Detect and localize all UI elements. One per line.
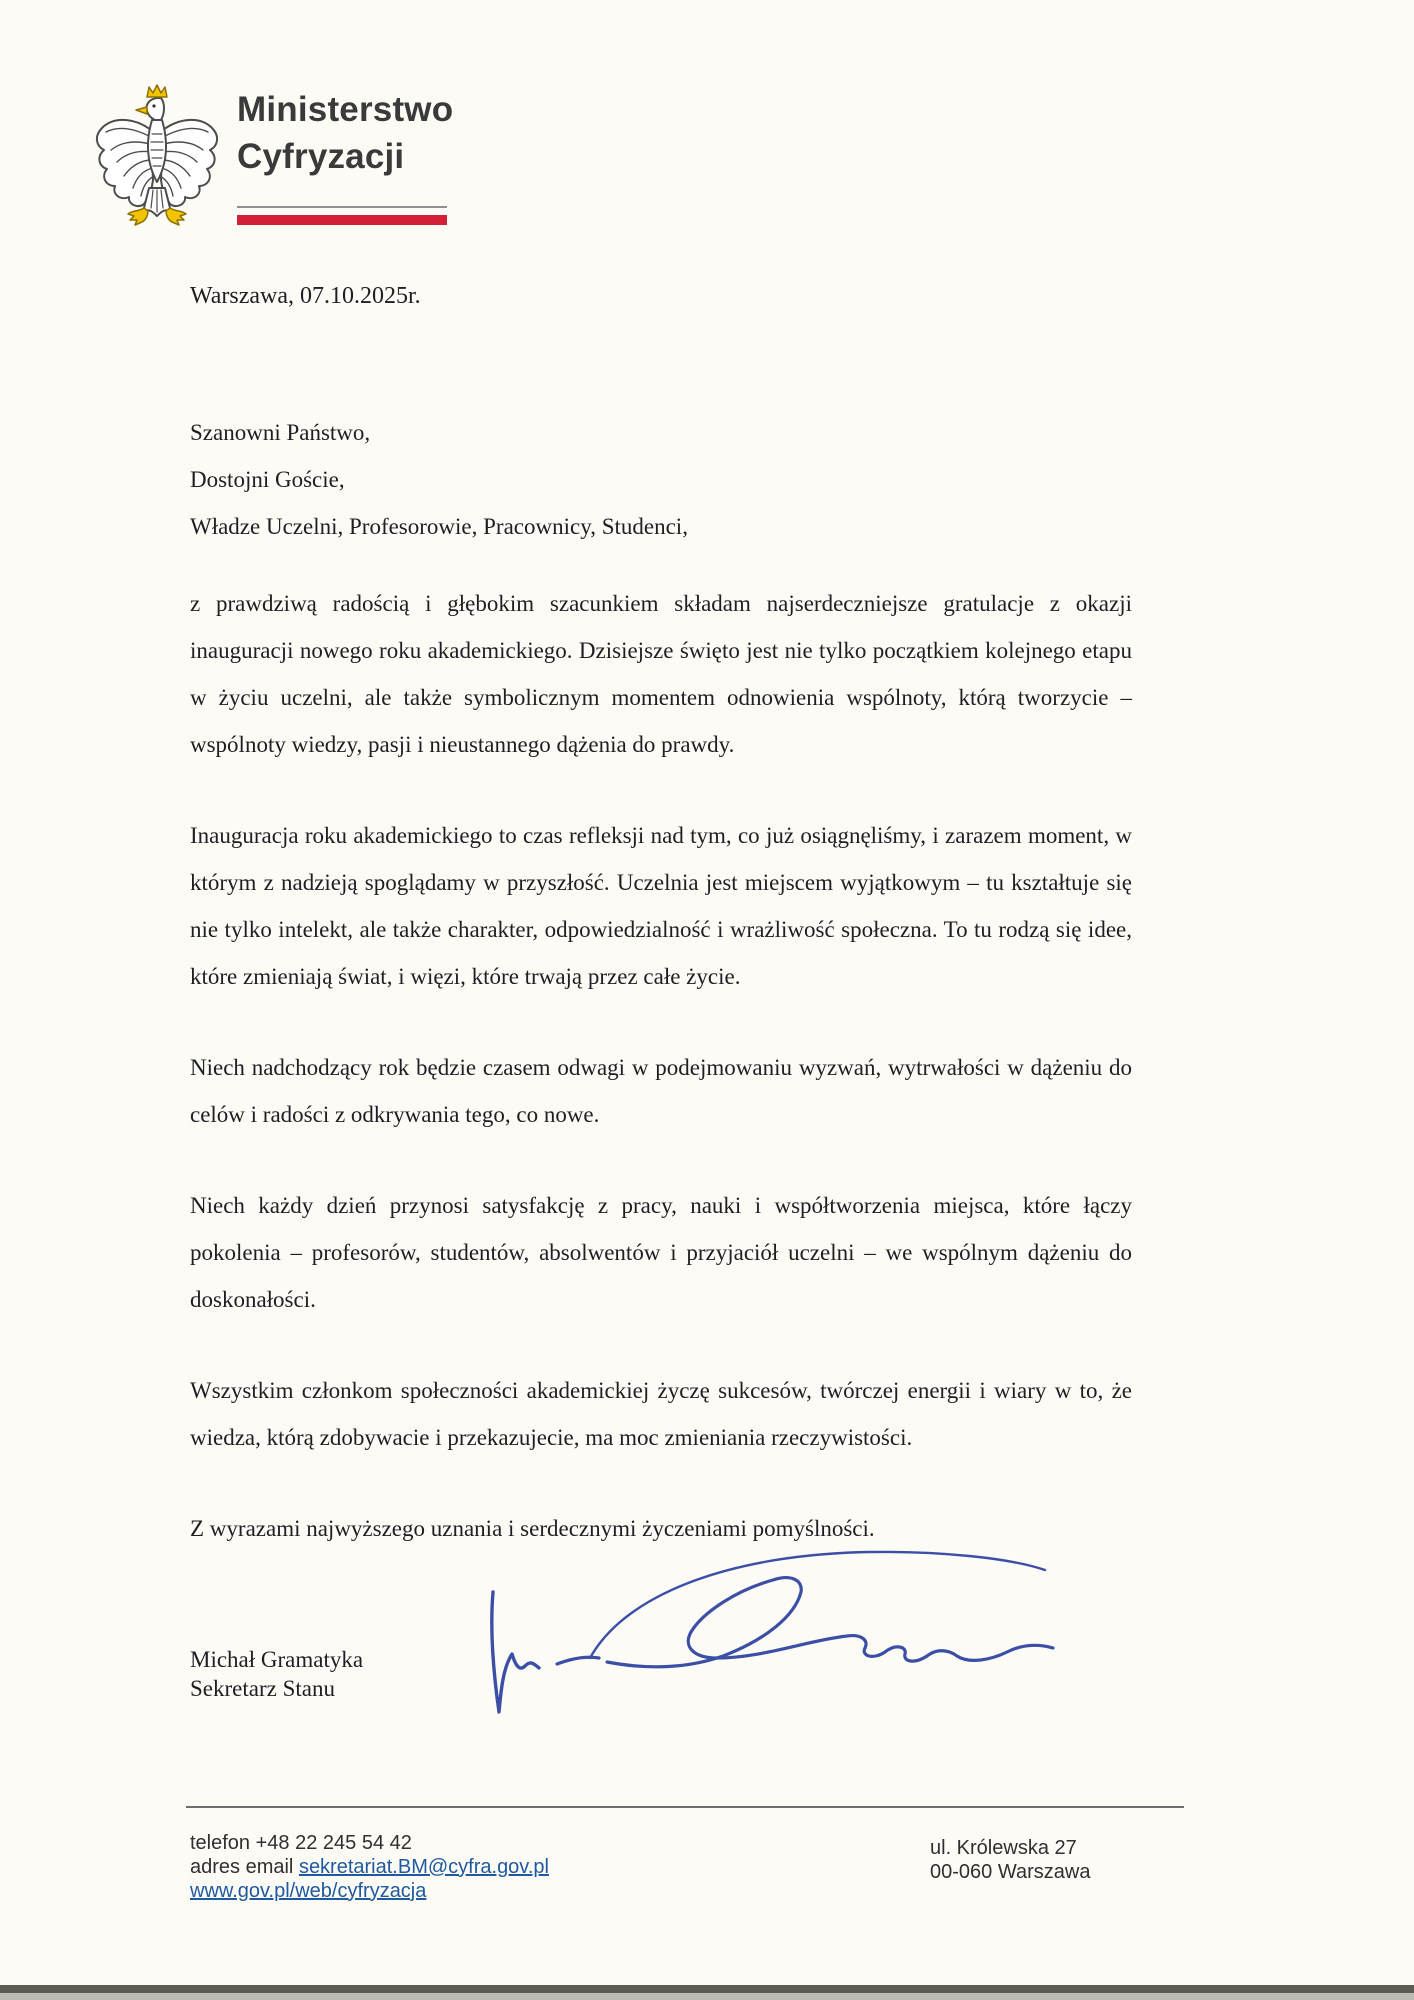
letter-paragraph: z prawdziwą radością i głębokim szacunkiem składam najserdeczniejsze gratulacje z okazji inauguracji nowego roku akademickiego. Dzisiejsze święto jest nie tylko początkiem kolejnego etapu w życiu uczelni, ale także symbolicznym momentem odnowienia wspólnoty, którą tworzycie – wspólnoty wiedzy, pasji i nieustannego dążenia do prawdy.: [190, 591, 1132, 757]
footer-divider: [186, 1806, 1184, 1808]
footer-phone: telefon +48 22 245 54 42: [190, 1832, 412, 1854]
signer-name: Michał Gramatyka: [190, 1647, 364, 1672]
salutation-block: [190, 409, 688, 550]
footer-contact-block: [190, 1832, 549, 1903]
ministry-name-line2: Cyfryzacji: [237, 137, 405, 176]
handwritten-signature-icon: [478, 1538, 1070, 1730]
ministry-name-line1: Ministerstwo: [237, 90, 454, 129]
flag-red-stripe: [237, 215, 447, 225]
salutation-line: Szanowni Państwo,: [190, 420, 371, 445]
footer-address-block: [930, 1836, 1090, 1884]
footer-email-line: [190, 1856, 549, 1880]
dateline: Warszawa, 07.10.2025r.: [190, 283, 421, 309]
flag-divider: [237, 206, 447, 225]
letter-paragraph: Wszystkim członkom społeczności akademickiej życzę sukcesów, twórczej energii i wiary w to, że wiedza, którą zdobywacie i przekazujecie, ma moc zmieniania rzeczywistości.: [190, 1378, 1132, 1450]
letter-paragraph: Z wyrazami najwyższego uznania i serdecznymi życzeniami pomyślności.: [190, 1516, 875, 1541]
polish-eagle-emblem-icon: [90, 82, 224, 234]
address-street: ul. Królewska 27: [930, 1837, 1077, 1859]
salutation-line: Dostojni Goście,: [190, 467, 345, 492]
letter-paragraphs: [190, 580, 1132, 1596]
website-link[interactable]: www.gov.pl/web/cyfryzacja: [190, 1879, 427, 1902]
signer-title: Sekretarz Stanu: [190, 1676, 335, 1701]
ministry-wordmark: [237, 86, 453, 180]
letter-paragraph: Niech każdy dzień przynosi satysfakcję z pracy, nauki i współtworzenia miejsca, które łączy pokolenia – profesorów, studentów, absolwentów i przyjaciół uczelni – we wspólnym dążeniu do doskonałości.: [190, 1193, 1132, 1312]
letter-paragraph: Niech nadchodzący rok będzie czasem odwagi w podejmowaniu wyzwań, wytrwałości w dążeniu do celów i radości z odkrywania tego, co nowe.: [190, 1055, 1132, 1127]
footer-email-label: adres email: [190, 1855, 299, 1878]
address-city: 00-060 Warszawa: [930, 1861, 1091, 1883]
signer-block: [190, 1645, 363, 1703]
scan-edge-artifact-light: [0, 1993, 1414, 2000]
scan-edge-artifact: [0, 1985, 1414, 1993]
email-link[interactable]: sekretariat.BM@cyfra.gov.pl: [298, 1855, 549, 1878]
salutation-line: Władze Uczelni, Profesorowie, Pracownicy, Studenci,: [190, 514, 688, 539]
letter-paragraph: Inauguracja roku akademickiego to czas refleksji nad tym, co już osiągnęliśmy, i zarazem moment, w którym z nadzieją spoglądamy w przyszłość. Uczelnia jest miejscem wyjątkowym – tu kształtuje się nie tylko intelekt, ale także charakter, odpowiedzialność i wrażliwość społeczna. To tu rodzą się idee, które zmieniają świat, i więzi, które trwają przez całe życie.: [190, 823, 1132, 989]
